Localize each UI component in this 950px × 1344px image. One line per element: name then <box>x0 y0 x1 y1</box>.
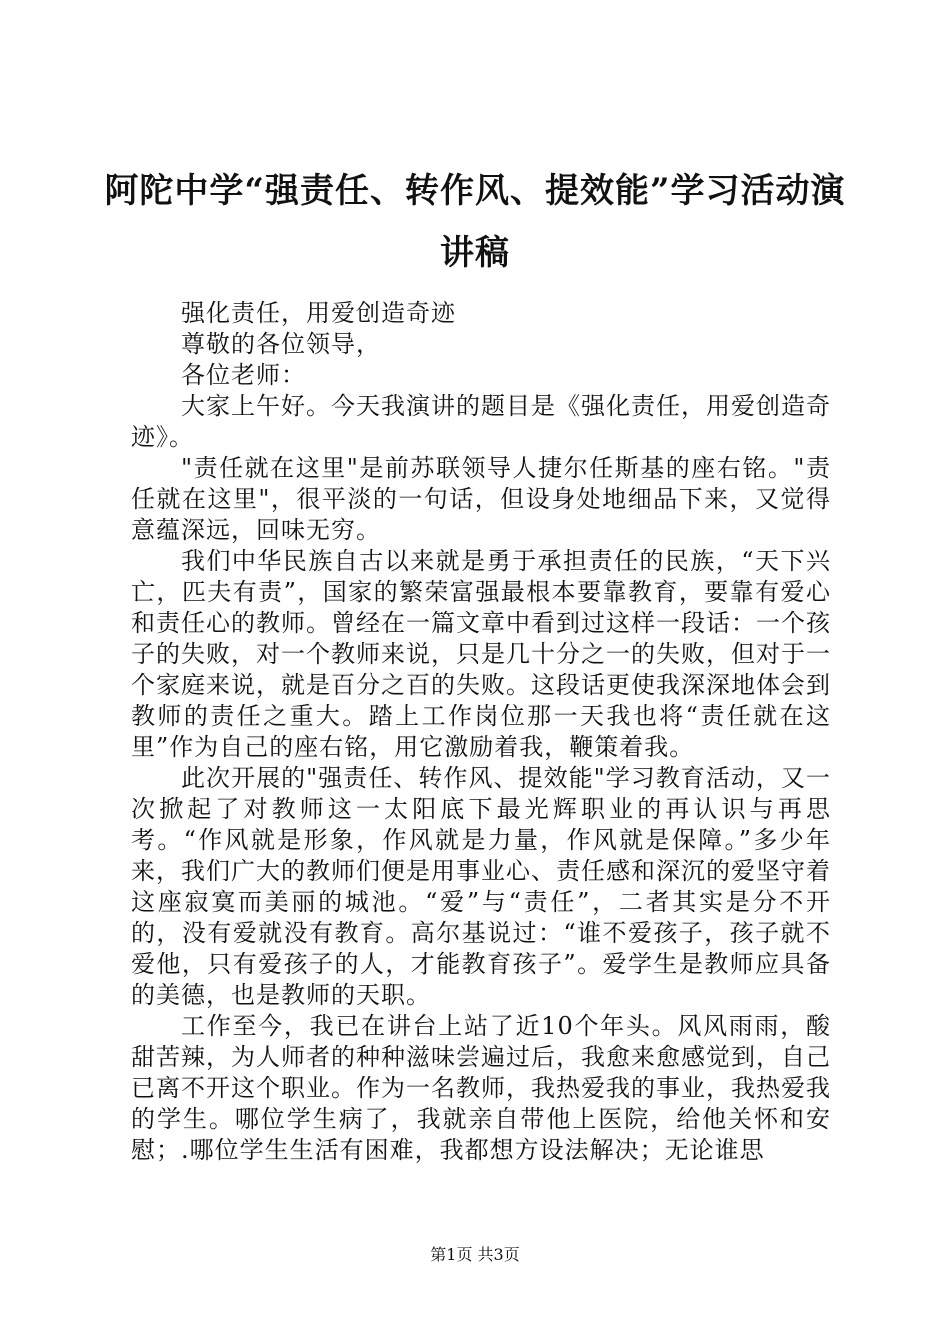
paragraph-activity: 此次开展的"强责任、转作风、提效能"学习教育活动，又一次掀起了对教师这一太阳底下最光辉职业的再认识与再思考。“作风就是形象，作风就是力量，作风就是保障。”多少年来，我们广大的教师们便是用事业心、责任感和深沉的爱坚守着这座寂寞而美丽的城池。“爱”与“责任”，二者其实是分不开的，没有爱就没有教育。高尔基说过：“谁不爱孩子，孩子就不爱他，只有爱孩子的人，才能教育孩子”。爱学生是教师应具备的美德，也是教师的天职。 <box>131 764 831 1009</box>
document-title: 阿陀中学“强责任、转作风、提效能”学习活动演讲稿 <box>104 171 846 273</box>
paragraph-experience: 工作至今，我已在讲台上站了近10个年头。风风雨雨，酸甜苦辣，为人师者的种种滋味尝遍过后，我愈来愈感觉到，自己已离不开这个职业。作为一名教师，我热爱我的事业，我热爱我的学生。哪位学生病了，我就亲自带他上医院，给他关怀和安慰；.哪位学生生活有困难，我都想方设法解决；无论谁思 <box>131 1012 831 1164</box>
document-body <box>131 298 831 1166</box>
paragraph-salutation-teachers: 各位老师： <box>181 361 306 389</box>
paragraph-salutation-leaders: 尊敬的各位领导， <box>181 330 381 358</box>
paragraph-responsibility: 我们中华民族自古以来就是勇于承担责任的民族，“天下兴亡，匹夫有责”，国家的繁荣富强最根本要靠教育，要靠有爱心和责任心的教师。曾经在一篇文章中看到过这样一段话：一个孩子的失败，对一个教师来说，只是几十分之一的失败，但对于一个家庭来说，就是百分之百的失败。这段话更使我深深地体会到教师的责任之重大。踏上工作岗位那一天我也将“责任就在这里”作为自己的座右铭，用它激励着我，鞭策着我。 <box>131 547 831 761</box>
page-number-footer: 第1页 共3页 <box>430 1245 520 1264</box>
paragraph-greeting: 大家上午好。今天我演讲的题目是《强化责任，用爱创造奇迹》。 <box>131 392 831 451</box>
paragraph-motto: "责任就在这里"是前苏联领导人捷尔任斯基的座右铭。"责任就在这里"，很平淡的一句话，但设身处地细品下来，又觉得意蕴深远，回味无穷。 <box>131 454 831 544</box>
paragraph-subtitle: 强化责任，用爱创造奇迹 <box>181 299 456 327</box>
